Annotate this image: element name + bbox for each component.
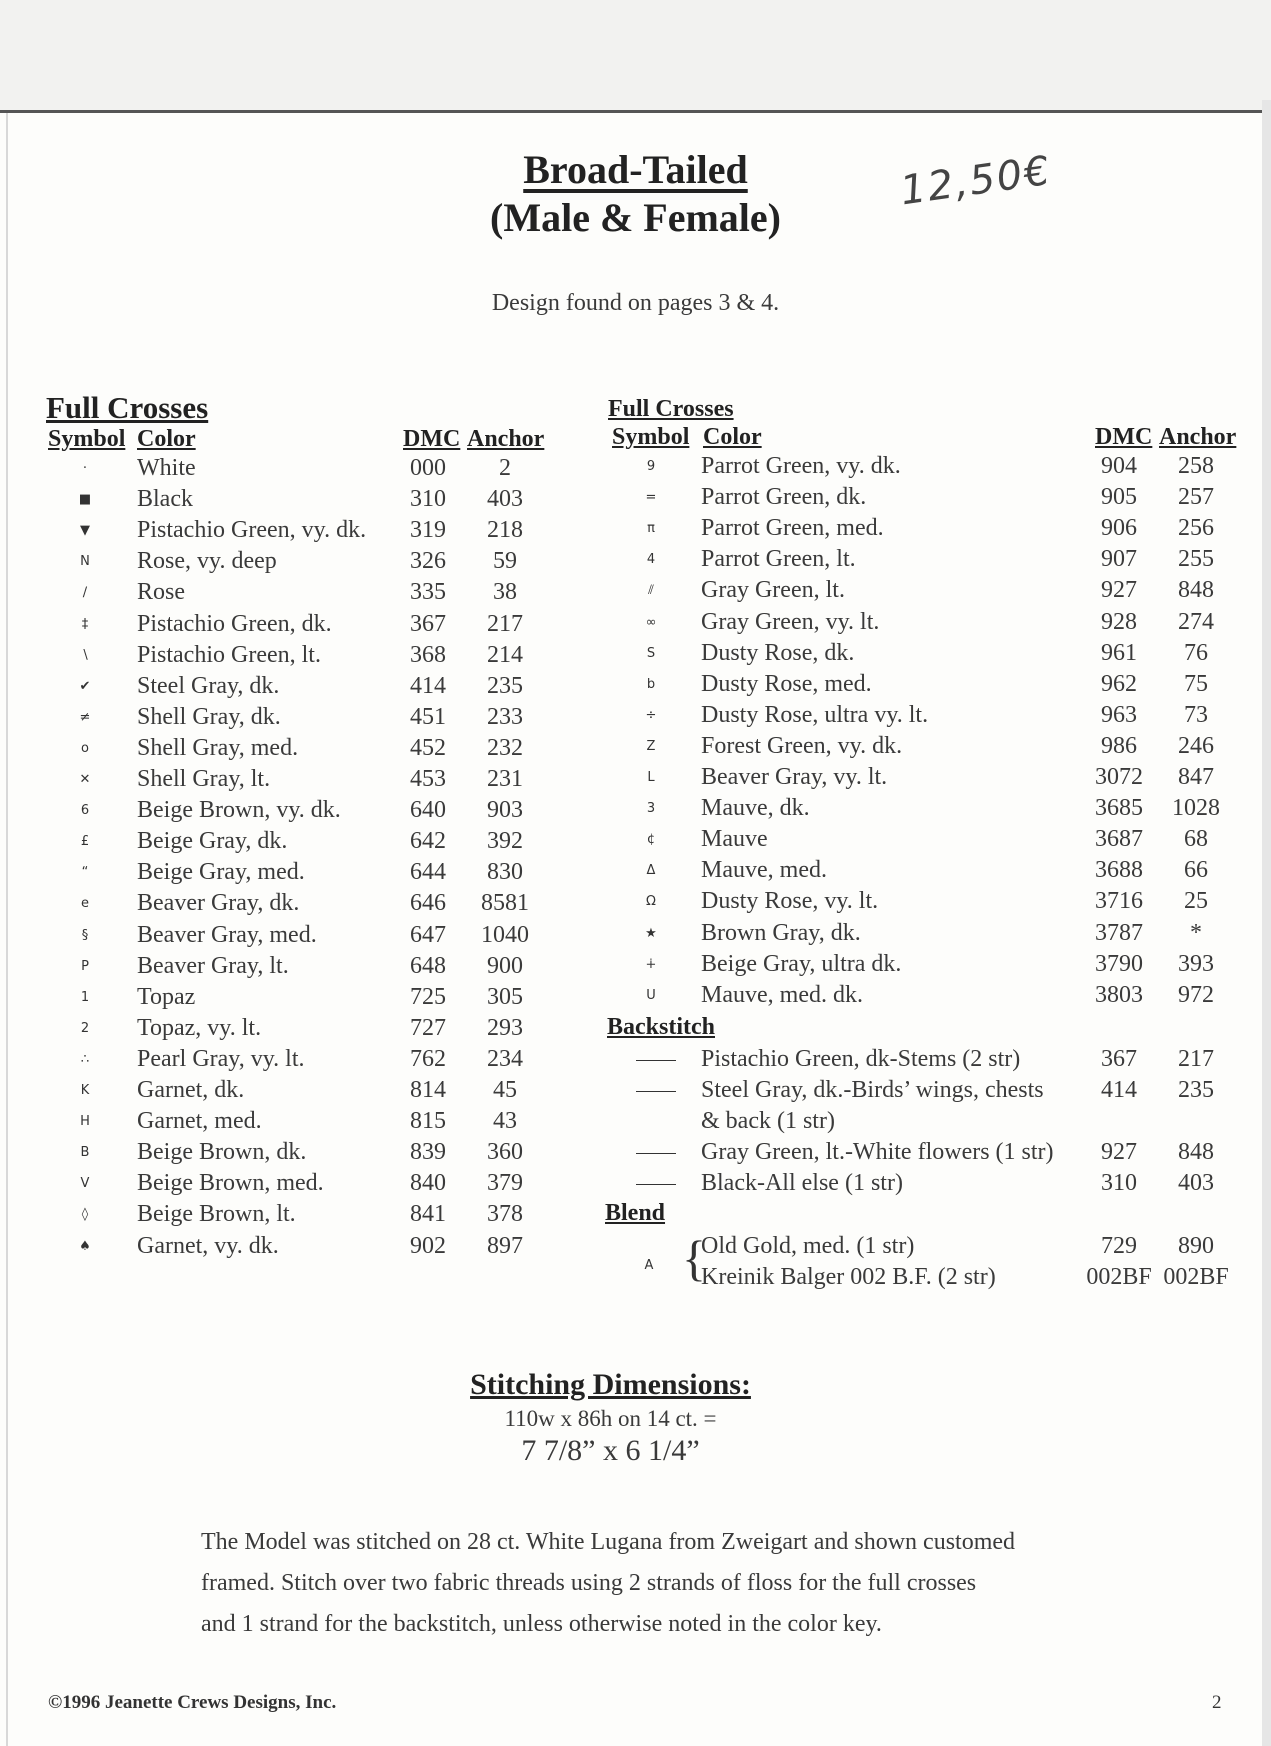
color-key-row bbox=[0, 671, 1271, 702]
symbol: ✔ bbox=[79, 678, 91, 694]
color-name: Beige Gray, ultra dk. bbox=[701, 950, 902, 977]
backstitch-line-icon bbox=[636, 1153, 676, 1154]
right-header-symbol: Symbol bbox=[612, 424, 690, 450]
anchor-number: 830 bbox=[487, 859, 523, 886]
color-name: Gray Green, vy. lt. bbox=[701, 608, 880, 635]
symbol: ‡ bbox=[81, 616, 89, 632]
backstitch-anchor: 403 bbox=[1178, 1170, 1214, 1196]
color-key-row bbox=[0, 546, 1271, 577]
color-key-row bbox=[0, 764, 1271, 795]
dmc-number: 902 bbox=[410, 1232, 446, 1259]
color-name: Pistachio Green, lt. bbox=[137, 641, 321, 668]
backstitch-color: Steel Gray, dk.-Birds’ wings, chests bbox=[701, 1077, 1044, 1103]
symbol: ♠ bbox=[79, 1238, 91, 1254]
backstitch-color-continuation: & back (1 str) bbox=[701, 1108, 835, 1134]
color-name: Dusty Rose, vy. lt. bbox=[701, 888, 879, 915]
anchor-number: 59 bbox=[493, 548, 517, 575]
symbol: ■ bbox=[78, 492, 92, 508]
color-name: Mauve, med. bbox=[701, 857, 827, 884]
dmc-number: 647 bbox=[410, 921, 446, 948]
blend-symbol: A bbox=[644, 1258, 654, 1273]
anchor-number: 25 bbox=[1184, 888, 1208, 915]
color-name: Garnet, vy. dk. bbox=[137, 1232, 279, 1259]
dmc-number: 326 bbox=[410, 548, 446, 575]
symbol: ∔ bbox=[645, 956, 657, 972]
color-name: Parrot Green, vy. dk. bbox=[701, 453, 901, 479]
symbol: 9 bbox=[646, 459, 656, 474]
color-key-row bbox=[0, 453, 1271, 484]
anchor-number: 1028 bbox=[1172, 795, 1220, 822]
copyright: ©1996 Jeanette Crews Designs, Inc. bbox=[48, 1692, 337, 1713]
blend-title: Blend bbox=[605, 1200, 666, 1226]
backstitch-row bbox=[0, 1077, 1271, 1108]
symbol: H bbox=[80, 1114, 90, 1130]
dmc-number: 335 bbox=[410, 579, 446, 606]
blend-dmc: 729 bbox=[1101, 1233, 1137, 1259]
anchor-number: 360 bbox=[487, 1139, 523, 1166]
dmc-number: 814 bbox=[410, 1077, 446, 1103]
anchor-number: 256 bbox=[1178, 515, 1214, 542]
anchor-number: 234 bbox=[487, 1045, 523, 1072]
dmc-number: 648 bbox=[410, 952, 446, 979]
symbol: 2 bbox=[80, 1020, 90, 1036]
color-name: Beaver Gray, vy. lt. bbox=[701, 764, 888, 790]
anchor-number: 403 bbox=[487, 486, 523, 513]
color-name: Beige Brown, med. bbox=[137, 1170, 324, 1197]
symbol: o bbox=[81, 740, 89, 756]
color-key-row bbox=[0, 733, 1271, 764]
anchor-number: * bbox=[1190, 919, 1202, 946]
backstitch-title: Backstitch bbox=[607, 1014, 715, 1040]
anchor-number: 8581 bbox=[481, 890, 529, 917]
anchor-number: 847 bbox=[1178, 764, 1214, 790]
backstitch-line-icon bbox=[636, 1060, 676, 1061]
dmc-number: 3688 bbox=[1095, 857, 1143, 884]
color-name: Brown Gray, dk. bbox=[701, 919, 861, 946]
symbol: £ bbox=[80, 834, 90, 850]
instructions-line: The Model was stitched on 28 ct. White Lugana from Zweigart and shown customed bbox=[201, 1529, 1016, 1555]
anchor-number: 255 bbox=[1178, 546, 1214, 573]
color-key-row bbox=[0, 484, 1271, 515]
dmc-number: 3687 bbox=[1095, 826, 1143, 853]
anchor-number: 232 bbox=[487, 734, 523, 761]
color-key-row bbox=[0, 857, 1271, 888]
anchor-number: 235 bbox=[487, 672, 523, 699]
symbol: § bbox=[81, 927, 89, 943]
design-location-note: Design found on pages 3 & 4. bbox=[491, 290, 780, 316]
page-number: 2 bbox=[1212, 1692, 1222, 1713]
symbol: Δ bbox=[646, 863, 656, 879]
symbol: U bbox=[646, 987, 656, 1003]
dmc-number: 646 bbox=[410, 890, 446, 917]
color-name: Rose, vy. deep bbox=[137, 548, 277, 575]
symbol: V bbox=[80, 1176, 90, 1192]
symbol: Ω bbox=[646, 894, 656, 910]
symbol: B bbox=[80, 1145, 90, 1161]
color-key-row bbox=[0, 888, 1271, 919]
backstitch-anchor: 848 bbox=[1178, 1139, 1214, 1165]
color-name: Beaver Gray, lt. bbox=[137, 952, 289, 979]
color-name: Dusty Rose, dk. bbox=[701, 639, 855, 666]
color-name: Steel Gray, dk. bbox=[137, 672, 280, 699]
color-key-row bbox=[0, 609, 1271, 640]
dmc-number: 310 bbox=[410, 486, 446, 513]
symbol: L bbox=[647, 770, 655, 785]
color-name: Dusty Rose, ultra vy. lt. bbox=[701, 701, 929, 728]
instructions-line: framed. Stitch over two fabric threads using 2 strands of floss for the full crosses bbox=[201, 1570, 977, 1596]
backstitch-dmc: 927 bbox=[1101, 1139, 1137, 1165]
backstitch-color: Pistachio Green, dk-Stems (2 str) bbox=[701, 1046, 1021, 1072]
dmc-number: 451 bbox=[410, 703, 446, 730]
anchor-number: 1040 bbox=[481, 921, 529, 948]
anchor-number: 258 bbox=[1178, 453, 1214, 479]
dmc-number: 906 bbox=[1101, 515, 1137, 542]
symbol: ∴ bbox=[80, 1051, 90, 1067]
anchor-number: 848 bbox=[1178, 577, 1214, 604]
symbol: ≠ bbox=[79, 709, 91, 725]
color-name: Beaver Gray, med. bbox=[137, 921, 317, 948]
color-key-row bbox=[0, 951, 1271, 982]
dmc-number: 962 bbox=[1101, 670, 1137, 697]
symbol: π bbox=[647, 521, 655, 537]
anchor-number: 73 bbox=[1184, 701, 1208, 728]
anchor-number: 76 bbox=[1184, 639, 1208, 666]
dmc-number: 815 bbox=[410, 1108, 446, 1135]
color-name: Beige Brown, dk. bbox=[137, 1139, 307, 1166]
symbol: 4 bbox=[646, 552, 656, 568]
blend-color: Kreinik Balger 002 B.F. (2 str) bbox=[701, 1264, 996, 1290]
color-key-row bbox=[0, 920, 1271, 951]
left-section-title: Full Crosses bbox=[46, 390, 209, 425]
blend-row bbox=[0, 1264, 1271, 1295]
blend-anchor: 890 bbox=[1178, 1233, 1214, 1259]
color-name: Garnet, med. bbox=[137, 1108, 262, 1135]
symbol: ÷ bbox=[645, 707, 657, 723]
color-name: Topaz bbox=[137, 983, 196, 1010]
color-name: Mauve, med. dk. bbox=[701, 981, 863, 1008]
symbol: K bbox=[80, 1083, 90, 1098]
left-header-anchor: Anchor bbox=[467, 426, 545, 452]
dmc-number: 841 bbox=[410, 1201, 446, 1228]
color-name: Mauve, dk. bbox=[701, 795, 810, 822]
dmc-number: 453 bbox=[410, 766, 446, 792]
color-name: Shell Gray, lt. bbox=[137, 766, 271, 792]
color-name: Rose bbox=[137, 579, 185, 606]
anchor-number: 2 bbox=[499, 455, 511, 481]
symbol: e bbox=[81, 896, 89, 912]
dmc-number: 905 bbox=[1101, 484, 1137, 511]
dmc-number: 927 bbox=[1101, 577, 1137, 604]
page-subtitle: (Male & Female) bbox=[490, 195, 781, 240]
anchor-number: 233 bbox=[487, 703, 523, 730]
symbol: = bbox=[645, 490, 657, 506]
backstitch-dmc: 310 bbox=[1101, 1170, 1137, 1196]
anchor-number: 66 bbox=[1184, 857, 1208, 884]
anchor-number: 43 bbox=[493, 1108, 517, 1135]
anchor-number: 257 bbox=[1178, 484, 1214, 511]
color-name: Beige Brown, lt. bbox=[137, 1201, 296, 1228]
anchor-number: 214 bbox=[487, 641, 523, 668]
symbol: N bbox=[80, 554, 90, 570]
dmc-number: 3685 bbox=[1095, 795, 1143, 822]
color-key-row bbox=[0, 515, 1271, 546]
symbol: 1 bbox=[80, 989, 90, 1005]
page-title: Broad-Tailed bbox=[523, 147, 748, 192]
blend-brace: { bbox=[682, 1230, 706, 1286]
color-name: Dusty Rose, med. bbox=[701, 670, 872, 697]
left-header-color: Color bbox=[137, 426, 196, 452]
right-header-color: Color bbox=[703, 424, 762, 450]
dmc-number: 3716 bbox=[1095, 888, 1143, 915]
dmc-number: 319 bbox=[410, 517, 446, 544]
anchor-number: 972 bbox=[1178, 981, 1214, 1008]
dmc-number: 904 bbox=[1101, 453, 1137, 479]
stitching-instructions bbox=[201, 1522, 1101, 1645]
backstitch-dmc: 367 bbox=[1101, 1046, 1137, 1072]
symbol: ¢ bbox=[646, 832, 656, 848]
symbol: ⫽ bbox=[648, 583, 654, 599]
dmc-number: 3787 bbox=[1095, 919, 1143, 946]
dmc-number: 000 bbox=[410, 455, 446, 481]
stitch-count: 110w x 86h on 14 ct. = bbox=[504, 1406, 717, 1431]
backstitch-anchor: 217 bbox=[1178, 1046, 1214, 1072]
color-name: Shell Gray, med. bbox=[137, 734, 299, 761]
symbol: Z bbox=[646, 738, 656, 754]
anchor-number: 378 bbox=[487, 1201, 523, 1228]
right-header-dmc: DMC bbox=[1095, 424, 1153, 450]
dmc-number: 725 bbox=[410, 983, 446, 1010]
symbol: ∖ bbox=[80, 647, 90, 663]
backstitch-anchor: 235 bbox=[1178, 1077, 1214, 1103]
symbol: 3 bbox=[646, 801, 656, 817]
color-name: Black bbox=[137, 486, 193, 513]
dmc-number: 762 bbox=[410, 1045, 446, 1072]
top-rule bbox=[0, 110, 1271, 113]
blend-color: Old Gold, med. (1 str) bbox=[701, 1233, 915, 1259]
color-key-row bbox=[0, 795, 1271, 826]
symbol: ◊ bbox=[81, 1207, 89, 1223]
color-name: Beaver Gray, dk. bbox=[137, 890, 300, 917]
anchor-number: 38 bbox=[493, 579, 517, 606]
symbol: ✕ bbox=[79, 772, 91, 787]
dmc-number: 727 bbox=[410, 1014, 446, 1041]
anchor-number: 379 bbox=[487, 1170, 523, 1197]
stitching-dimensions-title: Stitching Dimensions: bbox=[470, 1368, 751, 1401]
color-key-row bbox=[0, 577, 1271, 608]
right-header-anchor: Anchor bbox=[1159, 424, 1237, 450]
backstitch-color: Black-All else (1 str) bbox=[701, 1170, 903, 1196]
dmc-number: 3803 bbox=[1095, 981, 1143, 1008]
dmc-number: 368 bbox=[410, 641, 446, 668]
backstitch-dmc: 414 bbox=[1101, 1077, 1137, 1103]
anchor-number: 246 bbox=[1178, 732, 1214, 759]
dmc-number: 961 bbox=[1101, 639, 1137, 666]
blend-anchor: 002BF bbox=[1163, 1264, 1229, 1290]
anchor-number: 68 bbox=[1184, 826, 1208, 853]
anchor-number: 305 bbox=[487, 983, 523, 1010]
dmc-number: 986 bbox=[1101, 732, 1137, 759]
anchor-number: 217 bbox=[487, 610, 523, 637]
backstitch-color: Gray Green, lt.-White flowers (1 str) bbox=[701, 1139, 1054, 1165]
color-name: Parrot Green, dk. bbox=[701, 484, 867, 511]
color-name: Garnet, dk. bbox=[137, 1077, 245, 1103]
color-name: Pearl Gray, vy. lt. bbox=[137, 1045, 305, 1072]
dmc-number: 642 bbox=[410, 828, 446, 855]
dmc-number: 640 bbox=[410, 797, 446, 824]
anchor-number: 393 bbox=[1178, 950, 1214, 977]
anchor-number: 218 bbox=[487, 517, 523, 544]
anchor-number: 75 bbox=[1184, 670, 1208, 697]
dmc-number: 452 bbox=[410, 734, 446, 761]
anchor-number: 293 bbox=[487, 1014, 523, 1041]
blend-dmc: 002BF bbox=[1086, 1264, 1152, 1290]
finished-size: 7 7/8” x 6 1/4” bbox=[521, 1434, 700, 1467]
color-name: Beige Gray, med. bbox=[137, 859, 305, 886]
color-key-row bbox=[0, 982, 1271, 1013]
anchor-number: 900 bbox=[487, 952, 523, 979]
dmc-number: 963 bbox=[1101, 701, 1137, 728]
dmc-number: 907 bbox=[1101, 546, 1137, 573]
symbol: “ bbox=[81, 865, 89, 881]
color-name: Mauve bbox=[701, 826, 768, 853]
page-top-margin bbox=[0, 0, 1271, 112]
dmc-number: 644 bbox=[410, 859, 446, 886]
anchor-number: 903 bbox=[487, 797, 523, 824]
dmc-number: 928 bbox=[1101, 608, 1137, 635]
symbol: ∕ bbox=[82, 585, 88, 601]
color-key-row bbox=[0, 702, 1271, 733]
backstitch-line-icon bbox=[636, 1091, 676, 1092]
dmc-number: 839 bbox=[410, 1139, 446, 1166]
symbol: ▼ bbox=[80, 523, 90, 539]
backstitch-line-icon bbox=[636, 1184, 676, 1185]
backstitch-row bbox=[0, 1139, 1271, 1170]
dmc-number: 367 bbox=[410, 610, 446, 637]
color-name: Forest Green, vy. dk. bbox=[701, 732, 903, 759]
symbol: P bbox=[81, 958, 89, 974]
color-name: Topaz, vy. lt. bbox=[137, 1014, 262, 1041]
dmc-number: 3790 bbox=[1095, 950, 1143, 977]
backstitch-row bbox=[0, 1046, 1271, 1077]
symbol: 6 bbox=[80, 803, 90, 819]
left-header-dmc: DMC bbox=[403, 426, 461, 452]
color-key-row bbox=[0, 826, 1271, 857]
color-name: Beige Brown, vy. dk. bbox=[137, 797, 341, 824]
anchor-number: 231 bbox=[487, 766, 523, 792]
color-name: Beige Gray, dk. bbox=[137, 828, 288, 855]
anchor-number: 274 bbox=[1178, 608, 1214, 635]
color-key-row bbox=[0, 640, 1271, 671]
symbol: ★ bbox=[645, 925, 657, 941]
dmc-number: 3072 bbox=[1095, 764, 1143, 790]
symbol: ∞ bbox=[645, 614, 657, 630]
right-section-title: Full Crosses bbox=[608, 396, 734, 422]
dmc-number: 414 bbox=[410, 672, 446, 699]
blend-row bbox=[0, 1233, 1271, 1264]
color-name: Parrot Green, med. bbox=[701, 515, 884, 542]
backstitch-row-continuation bbox=[0, 1108, 1271, 1139]
color-name: White bbox=[137, 455, 196, 481]
anchor-number: 897 bbox=[487, 1232, 523, 1259]
color-name: Pistachio Green, dk. bbox=[137, 610, 332, 637]
color-name: Gray Green, lt. bbox=[701, 577, 845, 604]
symbol: · bbox=[82, 461, 88, 476]
instructions-line: and 1 strand for the backstitch, unless otherwise noted in the color key. bbox=[201, 1611, 882, 1637]
dmc-number: 840 bbox=[410, 1170, 446, 1197]
symbol: b bbox=[646, 676, 656, 692]
color-name: Pistachio Green, vy. dk. bbox=[137, 517, 367, 544]
symbol: S bbox=[646, 645, 656, 661]
color-name: Shell Gray, dk. bbox=[137, 703, 281, 730]
color-name: Parrot Green, lt. bbox=[701, 546, 856, 573]
left-header-symbol: Symbol bbox=[48, 426, 126, 452]
anchor-number: 45 bbox=[493, 1077, 517, 1103]
anchor-number: 392 bbox=[487, 828, 523, 855]
handwritten-price-note: 12,50€ bbox=[897, 147, 1055, 215]
backstitch-row bbox=[0, 1170, 1271, 1201]
